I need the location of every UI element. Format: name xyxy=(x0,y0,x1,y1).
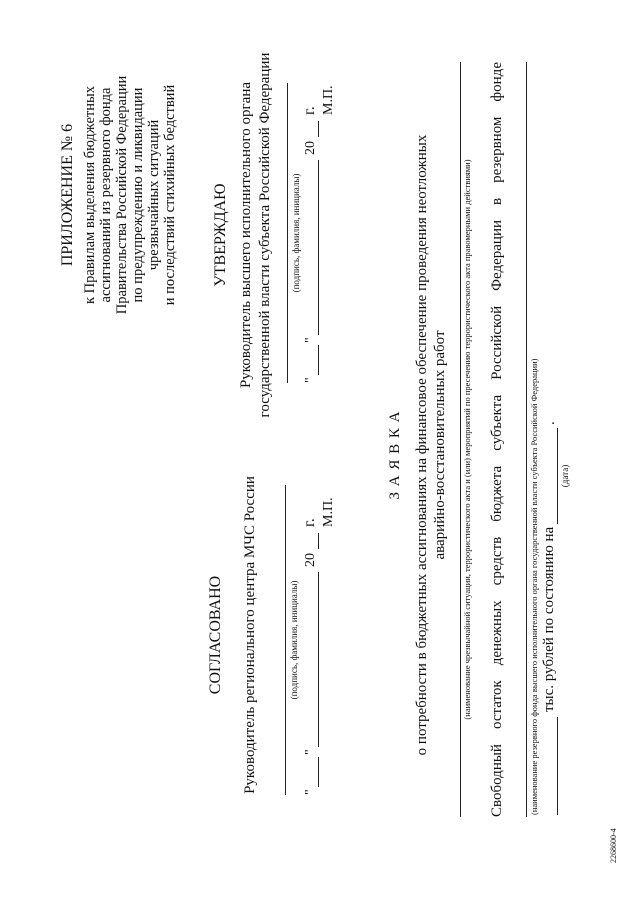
agreed-role: Руководитель регионального центра МЧС России xyxy=(242,476,258,794)
agreed-date-row xyxy=(302,485,324,795)
approved-month-line xyxy=(318,160,319,335)
agreed-signature-caption: (подпись, фамилия, инициалы) xyxy=(289,580,299,700)
balance-word: Свободный xyxy=(489,744,505,817)
appendix-line: по предупреждению и ликвидации xyxy=(130,87,146,303)
approved-day-line xyxy=(318,345,319,375)
balance-word: в xyxy=(489,197,505,205)
agreed-quote-open: " xyxy=(303,789,318,795)
emergency-name-caption: (наименование чрезвычайной ситуации, террористического акта и (или) мероприятий по пресечению террористического акта правомерными действиями) xyxy=(462,159,472,720)
balance-word: фонде xyxy=(489,62,505,102)
approved-signature-line xyxy=(287,83,288,383)
approved-year-suffix: г. xyxy=(301,106,318,115)
emergency-name-line xyxy=(460,62,461,817)
approved-signature-caption: (подпись, фамилия, инициалы) xyxy=(291,173,301,293)
approved-year: 20 xyxy=(303,141,318,155)
agreed-signature-line xyxy=(285,485,286,795)
request-line2: аварийно-восстановительных работ xyxy=(432,330,448,560)
agreed-year: 20 xyxy=(303,553,318,567)
balance-word: резервном xyxy=(489,116,505,183)
balance-word: Российской xyxy=(489,305,505,380)
appendix-line: ассигнований из резервного фонда xyxy=(98,87,114,303)
balance-word: Федерации xyxy=(489,220,505,291)
fund-name-line xyxy=(526,62,527,817)
appendix-line: чрезвычайных ситуаций xyxy=(146,119,162,271)
appendix-lines xyxy=(82,45,178,345)
balance-word: остаток xyxy=(489,680,505,730)
appendix-line: и последствий стихийных бедствий xyxy=(162,84,178,306)
approved-stamp: М.П. xyxy=(321,85,336,115)
request-title: З А Я В К А xyxy=(387,410,403,500)
approved-quote-open: " xyxy=(303,377,318,383)
agreed-month-line xyxy=(318,572,319,747)
balance-sentence xyxy=(490,62,505,817)
agreed-day-line xyxy=(318,757,319,787)
agreed-year-line xyxy=(318,533,319,549)
agreed-quote-close: " xyxy=(303,749,318,755)
document-code: 2268600-4 xyxy=(609,828,618,863)
sentence-period: . xyxy=(542,421,558,425)
date-line xyxy=(557,428,558,524)
balance-word: бюджета xyxy=(489,465,505,522)
balance-word: средств xyxy=(489,536,505,586)
balance-word: субъекта xyxy=(489,394,505,451)
approved-date-row xyxy=(302,73,324,383)
appendix-line: к Правилам выделения бюджетных xyxy=(82,86,98,304)
approved-role-line1: Руководитель высшего исполнительного органа xyxy=(238,81,254,389)
approved-year-line xyxy=(318,121,319,137)
approved-heading: УТВЕРЖДАЮ xyxy=(212,183,229,287)
rub-as-of-label: тыс. рублей по состоянию на xyxy=(541,526,557,712)
date-caption: (дата) xyxy=(560,464,570,488)
agreed-heading: СОГЛАСОВАНО xyxy=(207,575,224,695)
appendix-title: ПРИЛОЖЕНИЕ № 6 xyxy=(59,123,76,267)
approved-quote-close: " xyxy=(303,337,318,343)
appendix-line: Правительства Российской Федерации xyxy=(114,75,130,315)
fund-name-caption: (наименование резервного фонда высшего исполнительного органа государственной власти субъекта Российской Федерации) xyxy=(529,358,539,815)
amount-line xyxy=(557,717,558,815)
balance-word: денежных xyxy=(489,600,505,666)
agreed-stamp: М.П. xyxy=(321,497,336,527)
approved-role-line2: государственной власти субъекта Российской Федерации xyxy=(257,52,273,418)
agreed-year-suffix: г. xyxy=(301,518,318,527)
request-line1: о потребности в бюджетных ассигнованиях на финансовое обеспечение проведения неотложных xyxy=(414,134,430,756)
